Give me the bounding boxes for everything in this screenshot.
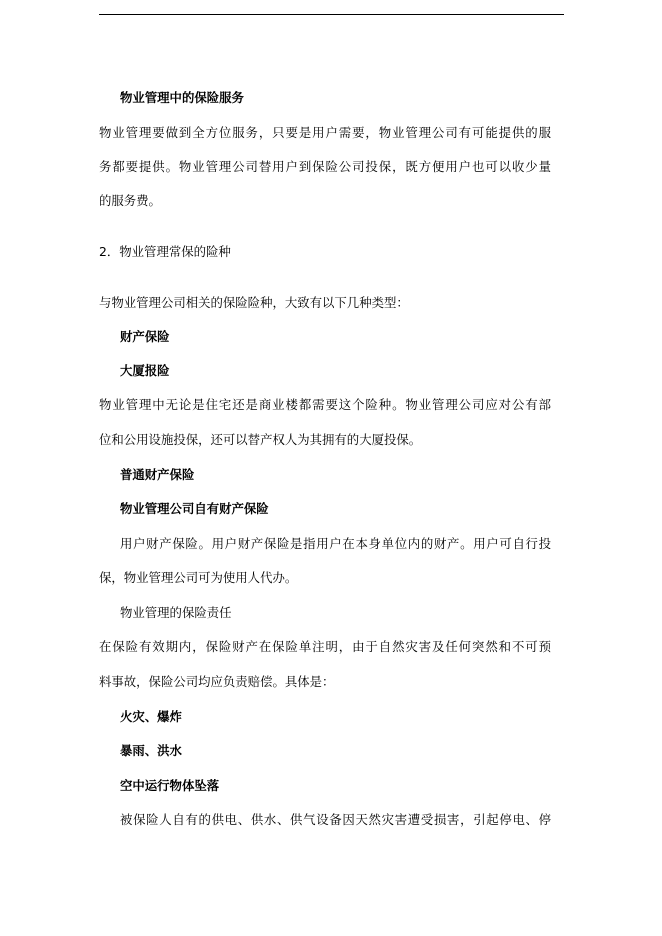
paragraph-line: 被保险人自有的供电、供水、供气设备因天然灾害遭受损害，引起停电、停 [120,812,551,827]
header-rule [99,14,564,15]
list-item-storm: 暴雨、洪水 [120,743,182,758]
subheading-company-property: 物业管理公司自有财产保险 [120,501,269,516]
paragraph-line: 位和公用设施投保，还可以替产权人为其拥有的大厦投保。 [99,432,422,447]
paragraph-line: 保，物业管理公司可为使用人代办。 [99,570,298,585]
paragraph-line: 在保险有效期内，保险财产在保险单注明，由于自然灾害及任何突然和不可预 [99,639,551,654]
paragraph-line: 物业管理中无论是住宅还是商业楼都需要这个险种。物业管理公司应对公有部 [99,397,551,412]
section-intro: 与物业管理公司相关的保险险种，大致有以下几种类型： [99,295,409,310]
section-heading: 2．物业管理常保的险种 [99,244,231,259]
list-item-falling-objects: 空中运行物体坠落 [120,778,220,793]
list-item-fire: 火灾、爆炸 [120,709,182,724]
paragraph-line: 物业管理要做到全方位服务，只要是用户需要，物业管理公司有可能提供的服 [99,125,551,140]
paragraph-line: 料事故，保险公司均应负责赔偿。具体是： [99,674,335,689]
paragraph-line: 的服务费。 [99,193,161,208]
document-title: 物业管理中的保险服务 [120,90,244,105]
subheading-general-property: 普通财产保险 [120,467,195,482]
subheading-building-insurance: 大厦报险 [120,363,170,378]
subheading-property-insurance: 财产保险 [120,329,170,344]
paragraph-line: 务都要提供。物业管理公司替用户到保险公司投保，既方便用户也可以收少量 [99,159,551,174]
paragraph-line: 用户财产保险。用户财产保险是指用户在本身单位内的财产。用户可自行投 [120,536,551,551]
subheading-liability: 物业管理的保险责任 [120,605,232,620]
